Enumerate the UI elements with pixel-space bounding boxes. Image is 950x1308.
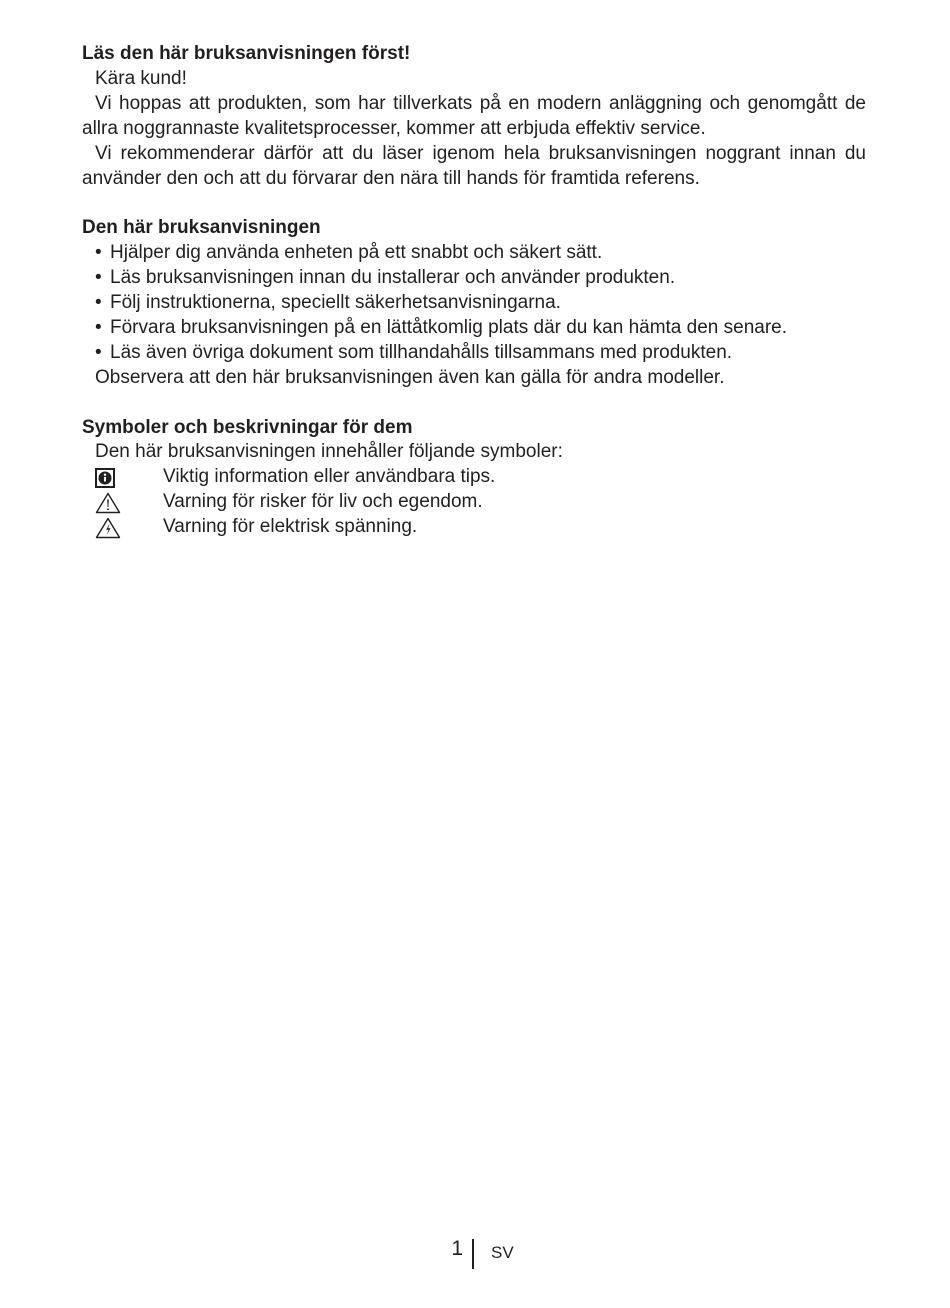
greeting: Kära kund!: [95, 67, 187, 89]
list-item-text: Förvara bruksanvisningen på en lättåtkomlig plats där du kan hämta den senare.: [110, 316, 788, 338]
intro-paragraph-2: Vi rekommenderar därför att du läser igenom hela bruksanvisningen noggrant innan du använder den och att du förvarar den nära till hands för framtida referens.: [82, 142, 866, 189]
info-icon: [95, 468, 115, 488]
intro-heading: Läs den här bruksanvisningen först!: [82, 43, 411, 64]
list-item: [95, 266, 866, 291]
manual-heading: Den här bruksanvisningen: [82, 217, 321, 239]
symbol-row-info: [82, 465, 866, 490]
bullet-icon: •: [95, 242, 102, 264]
manual-note: Observera att den här bruksanvisningen även kan gälla för andra modeller.: [95, 366, 725, 388]
list-item: [95, 341, 866, 366]
section-spacer: [82, 391, 866, 416]
symbol-description: Viktig information eller användbara tips.: [163, 466, 496, 488]
page-number: 1: [451, 1237, 463, 1260]
bullet-icon: •: [95, 341, 102, 363]
list-item-text: Följ instruktionerna, speciellt säkerhetsanvisningarna.: [110, 292, 561, 314]
footer-divider: [472, 1239, 474, 1269]
page-footer: [0, 1236, 950, 1270]
list-item: [95, 291, 866, 316]
symbol-description: Varning för elektrisk spänning.: [163, 516, 418, 538]
symbol-row-electric: [82, 515, 866, 540]
list-item: [95, 241, 866, 266]
document-page: [82, 42, 866, 540]
list-item-text: Läs även övriga dokument som tillhandahålls tillsammans med produkten.: [110, 341, 733, 363]
bullet-icon: •: [95, 316, 102, 338]
electric-warning-icon: [95, 517, 121, 539]
list-item-text: Läs bruksanvisningen innan du installerar och använder produkten.: [110, 267, 676, 289]
symbol-description: Varning för risker för liv och egendom.: [163, 491, 483, 513]
list-item: [95, 316, 866, 341]
section-spacer: [82, 191, 866, 216]
intro-paragraph-1: Vi hoppas att produkten, som har tillverkats på en modern anläggning och genomgått de allra noggrannaste kvalitetsprocesser, kommer att erbjuda effektiv service.: [82, 92, 866, 139]
warning-icon: [95, 492, 121, 514]
symbol-row-warning: [82, 490, 866, 515]
list-item-text: Hjälper dig använda enheten på ett snabbt och säkert sätt.: [110, 242, 603, 264]
symbols-intro: Den här bruksanvisningen innehåller följande symboler:: [95, 441, 563, 463]
bullet-icon: •: [95, 267, 102, 289]
symbols-heading: Symboler och beskrivningar för dem: [82, 416, 413, 438]
manual-bullet-list: [82, 241, 866, 366]
language-code: SV: [491, 1243, 514, 1262]
bullet-icon: •: [95, 292, 102, 314]
